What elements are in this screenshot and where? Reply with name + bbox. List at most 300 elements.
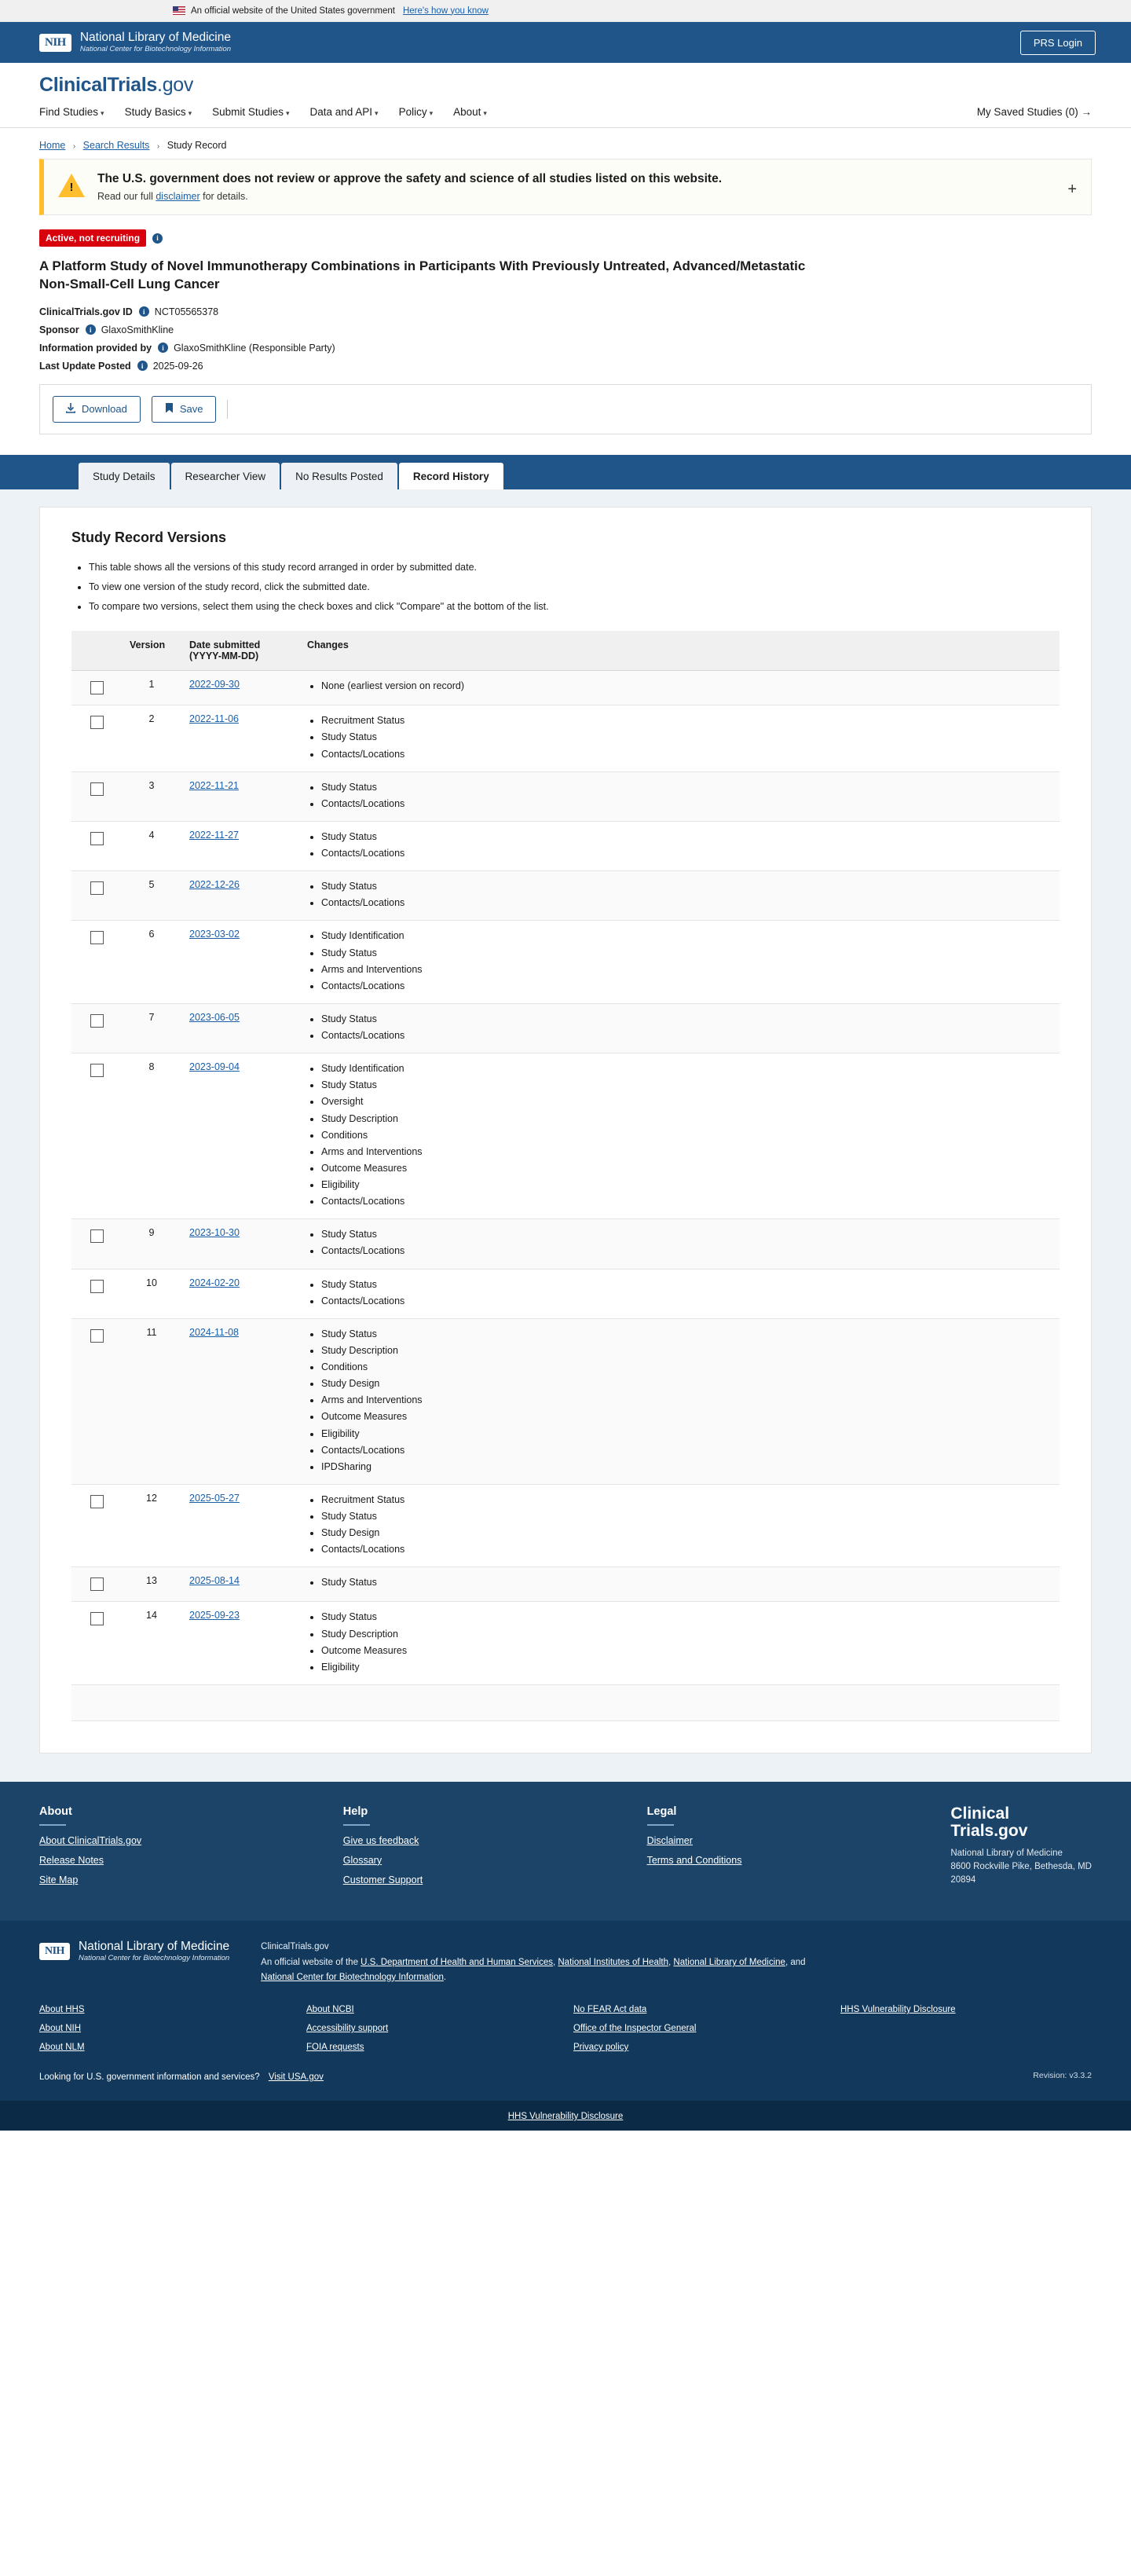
changes-list <box>307 780 1052 811</box>
changes-list <box>307 1061 1052 1208</box>
version-number: 10 <box>122 1269 181 1318</box>
version-date-link[interactable]: 2023-09-04 <box>189 1061 240 1073</box>
changes-list <box>307 830 1052 860</box>
row-select-cell <box>71 1269 122 1318</box>
row-select-cell <box>71 1318 122 1484</box>
meta-label: Last Update Posted <box>39 360 131 372</box>
row-select-cell <box>71 1003 122 1053</box>
change-item: • Study Status <box>321 946 1052 960</box>
footer-link-about-nih[interactable]: About NIH <box>39 2024 82 2034</box>
footer-link-site-map[interactable]: Site Map <box>39 1874 79 1885</box>
table-row <box>71 671 1060 705</box>
record-history-panel <box>39 507 1092 1753</box>
footer-link-disclaimer[interactable]: Disclaimer <box>646 1834 693 1846</box>
meta-label: Sponsor <box>39 324 79 335</box>
info-icon[interactable]: i <box>158 343 168 353</box>
instruction-item: • To compare two versions, select them using the check boxes and click "Compare" at the bottom of the list. <box>89 599 1060 614</box>
nih-header-left[interactable] <box>39 31 231 54</box>
footer-rule <box>647 1824 674 1826</box>
alert-subtext <box>97 191 722 202</box>
primary-nav-row <box>39 106 1092 127</box>
warning-triangle-icon: ! <box>58 174 85 197</box>
row-select-cell <box>71 1219 122 1269</box>
version-date-link[interactable]: 2022-11-06 <box>189 713 240 725</box>
change-item: • Eligibility <box>321 1660 1052 1674</box>
version-date-cell <box>181 671 299 705</box>
version-date-cell <box>181 1602 299 1685</box>
version-date-link[interactable]: 2022-09-30 <box>189 679 240 691</box>
changes-list <box>307 1575 1052 1589</box>
meta-value: GlaxoSmithKline <box>101 324 174 335</box>
version-checkbox[interactable] <box>90 1014 104 1028</box>
footer-brand-line2: Trials.gov <box>950 1821 1028 1840</box>
table-row <box>71 1219 1060 1269</box>
version-date-link[interactable]: 2024-11-08 <box>189 1326 240 1338</box>
version-changes-cell <box>299 921 1060 1004</box>
row-select-cell <box>71 671 122 705</box>
nav-item-about[interactable] <box>453 106 487 127</box>
footer-link-about-nlm[interactable]: About NLM <box>39 2043 85 2053</box>
change-item: • Arms and Interventions <box>321 1393 1052 1407</box>
change-item: • Study Status <box>321 830 1052 844</box>
change-item: • Study Identification <box>321 929 1052 943</box>
footer-link-privacy-policy[interactable]: Privacy policy <box>573 2043 629 2053</box>
chevron-down-icon: ▾ <box>285 109 290 117</box>
section-heading: Study Record Versions <box>71 529 227 545</box>
status-row <box>39 229 1092 247</box>
version-date-cell <box>181 1219 299 1269</box>
changes-list <box>307 1012 1052 1042</box>
save-label: Save <box>179 403 203 416</box>
row-select-cell <box>71 771 122 821</box>
nav-item-find-studies[interactable] <box>39 106 104 127</box>
change-item: • None (earliest version on record) <box>321 679 1052 693</box>
version-number: 5 <box>122 871 181 921</box>
footer-link-no-fear-act[interactable]: No FEAR Act data <box>573 2005 647 2015</box>
row-select-cell <box>71 1567 122 1602</box>
footer-bottom-hhs-vulnerability-disclosure[interactable]: HHS Vulnerability Disclosure <box>507 2112 624 2122</box>
page-title: A Platform Study of Novel Immunotherapy Combinations in Participants With Previously Untreated, Advanced/Metastatic Non-Small-Cell Lung Cancer <box>39 258 806 291</box>
row-select-cell <box>71 921 122 1004</box>
change-item: • Conditions <box>321 1128 1052 1142</box>
breadcrumb <box>0 128 1131 159</box>
version-number: 9 <box>122 1219 181 1269</box>
footer-brand-address2: 20894 <box>950 1875 976 1885</box>
version-checkbox[interactable] <box>90 1280 104 1293</box>
footer-link-about-clinicaltrials[interactable]: About ClinicalTrials.gov <box>39 1834 142 1846</box>
primary-nav <box>39 106 487 127</box>
version-date-link[interactable]: 2025-05-27 <box>189 1492 240 1504</box>
footer-and: and <box>790 1958 806 1968</box>
footer-nih-text: ClinicalTrials.gov An official website of the U.S. Department of Health and Human Services, National Institutes of Health, National Library of Medicine, and National Center for Biotechnology Information. <box>261 1940 811 1984</box>
tab-study-details[interactable]: Study Details <box>79 463 170 489</box>
version-changes-cell <box>299 1484 1060 1567</box>
table-row <box>71 821 1060 870</box>
tab-researcher-view[interactable]: Researcher View <box>171 463 280 489</box>
breadcrumb-search-results[interactable]: Search Results <box>82 140 150 151</box>
change-item: • Study Description <box>321 1343 1052 1358</box>
column-date-submitted: Date submitted (YYYY-MM-DD) <box>181 631 299 671</box>
footer-brand <box>950 1805 1092 1894</box>
site-brand-suffix: .gov <box>157 74 194 96</box>
changes-list <box>307 1277 1052 1308</box>
version-date-link[interactable]: 2023-03-02 <box>189 929 240 940</box>
change-item: • Study Status <box>321 1509 1052 1523</box>
download-label: Download <box>82 403 127 416</box>
change-item: • Oversight <box>321 1094 1052 1108</box>
meta-sponsor <box>39 324 1092 335</box>
footer-brand-address1: 8600 Rockville Pike, Bethesda, MD <box>950 1862 1092 1872</box>
version-date-link[interactable]: 2024-02-20 <box>189 1277 240 1288</box>
change-item: • Conditions <box>321 1360 1052 1374</box>
footer-brand-org: National Library of Medicine <box>950 1848 1063 1858</box>
nav-item-data-and-api[interactable] <box>309 106 378 127</box>
version-date-cell <box>181 1003 299 1053</box>
footer-link-nih[interactable]: National Institutes of Health <box>558 1958 669 1968</box>
disclaimer-link[interactable]: disclaimer <box>156 191 200 202</box>
record-history-panel-bg <box>0 489 1131 1782</box>
site-header <box>0 63 1131 128</box>
change-item: • Arms and Interventions <box>321 1145 1052 1159</box>
nih-logo[interactable]: NIH <box>39 1943 70 1960</box>
version-number: 6 <box>122 921 181 1004</box>
version-date-link[interactable]: 2022-11-27 <box>189 829 240 841</box>
footer-rule <box>343 1824 370 1826</box>
change-item: • Contacts/Locations <box>321 896 1052 910</box>
change-item: • Study Status <box>321 1610 1052 1624</box>
change-item: • Contacts/Locations <box>321 1194 1052 1208</box>
change-item: • Study Status <box>321 1227 1052 1241</box>
versions-table <box>71 631 1060 1721</box>
version-checkbox[interactable] <box>90 1495 104 1508</box>
version-changes-cell <box>299 871 1060 921</box>
gov-banner-text: An official website of the United States government <box>191 5 395 16</box>
version-date-link[interactable]: 2022-12-26 <box>189 879 240 891</box>
tab-no-results-posted[interactable]: No Results Posted <box>281 463 397 489</box>
footer-col-title: Help <box>342 1805 368 1818</box>
footer-col-about <box>39 1805 173 1894</box>
version-changes-cell <box>299 1003 1060 1053</box>
version-date-link[interactable]: 2025-08-14 <box>189 1575 240 1587</box>
footer-link-office-inspector-general[interactable]: Office of the Inspector General <box>573 2024 697 2034</box>
version-checkbox[interactable] <box>90 1577 104 1591</box>
version-date-cell <box>181 1053 299 1219</box>
table-row <box>71 1567 1060 1602</box>
change-item: • Contacts/Locations <box>321 846 1052 860</box>
change-item: • IPDSharing <box>321 1460 1052 1474</box>
footer-nih-subtitle: National Center for Biotechnology Information <box>78 1953 230 1962</box>
table-row <box>71 1602 1060 1685</box>
table-row <box>71 1484 1060 1567</box>
change-item: • Outcome Measures <box>321 1161 1052 1175</box>
version-checkbox[interactable] <box>90 832 104 845</box>
change-item: • Eligibility <box>321 1178 1052 1192</box>
version-checkbox[interactable] <box>90 681 104 694</box>
breadcrumb-separator: › <box>156 142 160 151</box>
row-select-cell <box>71 871 122 921</box>
save-button[interactable] <box>152 396 217 423</box>
version-number: 14 <box>122 1602 181 1685</box>
footer-col-legal <box>647 1805 781 1894</box>
version-checkbox[interactable] <box>90 1229 104 1243</box>
meta-label: Information provided by <box>39 342 152 354</box>
disclaimer-alert <box>39 159 1092 215</box>
change-item: • Study Identification <box>321 1061 1052 1075</box>
change-item: • Outcome Measures <box>321 1643 1052 1658</box>
table-row <box>71 771 1060 821</box>
version-changes-cell <box>299 705 1060 771</box>
meta-label: ClinicalTrials.gov ID <box>39 306 133 317</box>
changes-list <box>307 1227 1052 1258</box>
change-item: • Recruitment Status <box>321 713 1052 727</box>
footer-nih-logo-block[interactable] <box>39 1940 229 1963</box>
row-select-cell <box>71 705 122 771</box>
version-date-link[interactable]: 2022-11-21 <box>189 779 240 791</box>
footer-link-give-us-feedback[interactable]: Give us feedback <box>342 1834 419 1846</box>
download-icon <box>66 403 75 416</box>
column-version: Version <box>122 631 181 671</box>
footer-usa-prompt: Looking for U.S. government information and services? <box>39 2072 260 2083</box>
table-row <box>71 871 1060 921</box>
row-select-cell <box>71 1602 122 1685</box>
change-item: • Study Design <box>321 1526 1052 1540</box>
changes-list <box>307 1610 1052 1674</box>
version-changes-cell <box>299 1269 1060 1318</box>
info-icon[interactable]: i <box>137 361 148 371</box>
nav-item-policy[interactable] <box>399 106 434 127</box>
instructions-list <box>71 560 1060 614</box>
footer-bottom-bar <box>0 2101 1131 2131</box>
breadcrumb-separator: › <box>72 142 76 151</box>
change-item: • Contacts/Locations <box>321 747 1052 761</box>
meta-value: 2025-09-26 <box>152 360 203 372</box>
change-item: • Study Status <box>321 1012 1052 1026</box>
change-item: • Contacts/Locations <box>321 797 1052 811</box>
version-changes-cell <box>299 1602 1060 1685</box>
table-row <box>71 1053 1060 1219</box>
footer-official-prefix: An official website of the <box>261 1958 361 1968</box>
nav-item-submit-studies[interactable] <box>212 106 289 127</box>
version-date-cell <box>181 921 299 1004</box>
table-row <box>71 705 1060 771</box>
version-changes-cell <box>299 771 1060 821</box>
nav-label: About <box>453 106 481 118</box>
footer-nih <box>0 1921 1131 2101</box>
footer-nih-top <box>39 1940 1092 1984</box>
footer-grid-empty <box>840 2024 1092 2033</box>
prs-login-button[interactable]: PRS Login <box>1020 31 1096 55</box>
nav-item-study-basics[interactable] <box>125 106 192 127</box>
change-item: • Contacts/Locations <box>321 1244 1052 1258</box>
footer-link-foia-requests[interactable]: FOIA requests <box>306 2043 364 2053</box>
nav-label: Submit Studies <box>212 106 284 118</box>
footer-col-title: Legal <box>646 1805 677 1818</box>
changes-list <box>307 879 1052 910</box>
change-item: • Contacts/Locations <box>321 979 1052 993</box>
meta-last-update-posted <box>39 361 1092 372</box>
footer-col-help <box>343 1805 477 1894</box>
versions-table-body <box>71 671 1060 1721</box>
my-saved-studies-link[interactable]: My Saved Studies (0) → <box>976 106 1092 118</box>
footer-nih-title: National Library of Medicine <box>78 1939 230 1953</box>
nih-logo[interactable]: NIH <box>39 34 71 52</box>
change-item: • Study Description <box>321 1627 1052 1641</box>
footer-link-ncbi[interactable]: National Center for Biotechnology Information <box>261 1972 444 1982</box>
status-badge: Active, not recruiting <box>39 229 146 247</box>
nav-label: Data and API <box>309 106 373 118</box>
alert-title: The U.S. government does not review or approve the safety and science of all studies listed on this website. <box>97 172 723 185</box>
download-button[interactable] <box>53 396 141 423</box>
meta-value: GlaxoSmithKline (Responsible Party) <box>174 342 335 354</box>
how-you-know-link[interactable]: Here's how you know <box>402 5 489 16</box>
footer-nih-links-grid <box>39 2005 1092 2052</box>
info-icon[interactable]: i <box>86 324 96 335</box>
footer-link-hhs[interactable]: U.S. Department of Health and Human Services <box>361 1958 553 1968</box>
change-item: • Study Status <box>321 730 1052 744</box>
table-row <box>71 1269 1060 1318</box>
change-item: • Study Design <box>321 1376 1052 1391</box>
table-row <box>71 921 1060 1004</box>
footer-link-visit-usa-gov[interactable]: Visit USA.gov <box>268 2072 324 2083</box>
version-date-cell <box>181 771 299 821</box>
version-number: 13 <box>122 1567 181 1602</box>
tab-record-history[interactable]: Record History <box>399 463 503 489</box>
footer-link-about-ncbi[interactable]: About NCBI <box>306 2005 354 2015</box>
version-number: 12 <box>122 1484 181 1567</box>
study-actions <box>39 384 1092 434</box>
column-changes: Changes <box>299 631 1060 671</box>
version-date-link[interactable]: 2025-09-23 <box>189 1610 240 1621</box>
versions-table-head <box>71 631 1060 671</box>
changes-list <box>307 713 1052 760</box>
change-item: • Study Status <box>321 879 1052 893</box>
chevron-down-icon: ▾ <box>429 109 434 117</box>
version-checkbox[interactable] <box>90 1329 104 1343</box>
table-footer-spacer <box>71 1684 1060 1720</box>
footer-link-release-notes[interactable]: Release Notes <box>39 1854 104 1866</box>
row-select-cell <box>71 821 122 870</box>
meta-value: NCT05565378 <box>154 306 219 317</box>
nih-header-title: National Library of Medicine <box>79 30 231 44</box>
version-number: 4 <box>122 821 181 870</box>
change-item: • Study Status <box>321 1078 1052 1092</box>
meta-information-provided-by <box>39 343 1092 354</box>
footer-link-terms-and-conditions[interactable]: Terms and Conditions <box>646 1854 742 1866</box>
changes-list <box>307 679 1052 693</box>
version-checkbox[interactable] <box>90 881 104 895</box>
footer-main <box>0 1782 1131 1921</box>
column-select <box>71 631 122 671</box>
footer-grid-empty <box>840 2043 1092 2052</box>
version-changes-cell <box>299 821 1060 870</box>
version-number: 11 <box>122 1318 181 1484</box>
change-item: • Study Status <box>321 1277 1052 1292</box>
table-row <box>71 1318 1060 1484</box>
site-brand-bold: ClinicalTrials <box>39 74 158 96</box>
footer-site-name: ClinicalTrials.gov <box>261 1941 329 1951</box>
instruction-item: • This table shows all the versions of this study record arranged in order by submitted date. <box>89 560 1060 574</box>
meta-nct-id <box>39 306 1092 317</box>
changes-list <box>307 1327 1052 1474</box>
version-number: 1 <box>122 671 181 705</box>
chevron-down-icon: ▾ <box>101 109 104 117</box>
chevron-down-icon: ▾ <box>483 109 487 117</box>
change-item: • Contacts/Locations <box>321 1028 1052 1042</box>
version-checkbox[interactable] <box>90 782 104 796</box>
table-row <box>71 1003 1060 1053</box>
instruction-item: • To view one version of the study record, click the submitted date. <box>89 580 1060 594</box>
version-number: 2 <box>122 705 181 771</box>
version-date-cell <box>181 871 299 921</box>
version-checkbox[interactable] <box>90 1612 104 1625</box>
version-date-cell <box>181 821 299 870</box>
info-icon[interactable]: i <box>139 306 149 317</box>
version-number: 8 <box>122 1053 181 1219</box>
version-date-link[interactable]: 2023-10-30 <box>189 1227 240 1239</box>
footer-link-about-hhs[interactable]: About HHS <box>39 2005 85 2015</box>
version-number: 3 <box>122 771 181 821</box>
alert-sub-prefix: Read our full <box>97 191 156 202</box>
nih-header-subtitle: National Center for Biotechnology Information <box>79 44 232 53</box>
version-changes-cell <box>299 1053 1060 1219</box>
version-changes-cell <box>299 1219 1060 1269</box>
footer-link-nlm[interactable]: National Library of Medicine <box>673 1958 785 1968</box>
footer-brand-line1: Clinical <box>950 1804 1010 1823</box>
version-checkbox[interactable] <box>90 716 104 729</box>
version-date-cell <box>181 1318 299 1484</box>
action-divider <box>227 400 228 419</box>
breadcrumb-home[interactable]: Home <box>39 140 66 151</box>
tab-bar <box>0 455 1131 489</box>
alert-sub-suffix: for details. <box>199 191 248 202</box>
chevron-down-icon: ▾ <box>188 109 192 117</box>
changes-list <box>307 929 1052 993</box>
version-changes-cell <box>299 671 1060 705</box>
change-item: • Study Status <box>321 1575 1052 1589</box>
version-date-cell <box>181 1484 299 1567</box>
footer-revision: Revision: v3.3.2 <box>1033 2071 1092 2081</box>
nav-label: Find Studies <box>39 106 99 118</box>
footer-col-title: About <box>39 1805 72 1818</box>
change-item: • Eligibility <box>321 1427 1052 1441</box>
version-changes-cell <box>299 1318 1060 1484</box>
version-date-cell <box>181 1567 299 1602</box>
change-item: • Contacts/Locations <box>321 1542 1052 1556</box>
change-item: • Contacts/Locations <box>321 1443 1052 1457</box>
chevron-down-icon: ▾ <box>375 109 379 117</box>
change-item: • Study Status <box>321 1327 1052 1341</box>
footer-brand-address <box>950 1847 1092 1888</box>
footer-link-hhs-vulnerability-disclosure[interactable]: HHS Vulnerability Disclosure <box>840 2005 956 2015</box>
version-checkbox[interactable] <box>90 1064 104 1077</box>
version-checkbox[interactable] <box>90 931 104 944</box>
nih-header <box>0 22 1131 63</box>
nav-label: Policy <box>398 106 427 118</box>
footer-link-accessibility-support[interactable]: Accessibility support <box>306 2024 389 2034</box>
row-select-cell <box>71 1484 122 1567</box>
site-brand[interactable] <box>39 74 1092 97</box>
footer-link-glossary[interactable]: Glossary <box>342 1854 382 1866</box>
breadcrumb-current: Study Record <box>167 140 227 151</box>
version-changes-cell <box>299 1567 1060 1602</box>
version-date-link[interactable]: 2023-06-05 <box>189 1011 240 1023</box>
row-select-cell <box>71 1053 122 1219</box>
footer-link-customer-support[interactable]: Customer Support <box>342 1874 423 1885</box>
version-date-cell <box>181 1269 299 1318</box>
change-item: • Arms and Interventions <box>321 962 1052 977</box>
status-info-icon[interactable]: i <box>152 233 163 244</box>
alert-expand-button[interactable]: + <box>1067 181 1077 198</box>
